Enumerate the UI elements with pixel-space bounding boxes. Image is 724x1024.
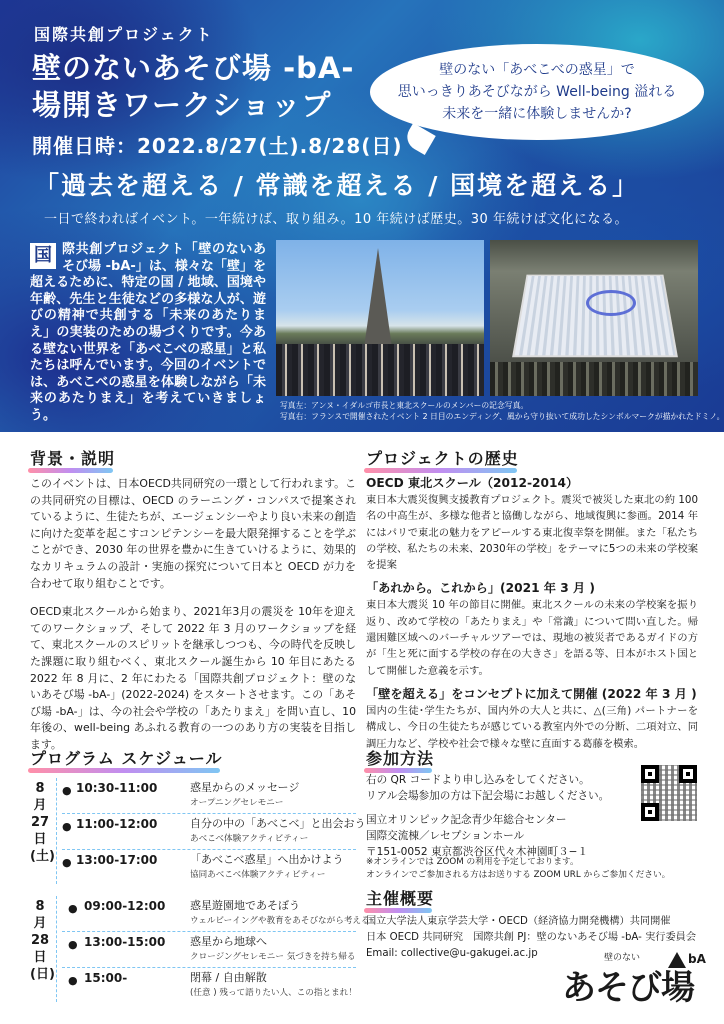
symbol-mark-icon [586, 290, 636, 316]
bullet-icon: ● [68, 902, 78, 915]
event-title-line1: 壁のないあそび場 -bA- [32, 51, 355, 85]
venue-name: 国立オリンピック記念青少年総合センター [366, 814, 567, 826]
event-title-line2: 場開きワークショップ [32, 88, 332, 122]
schedule-time: 10:30-11:00 [76, 781, 158, 795]
background-body [30, 476, 356, 766]
schedule-title: 自分の中の「あべこべ」と出会おう [190, 817, 366, 830]
schedule-row [62, 966, 356, 1004]
day-label-char: 8 [35, 781, 45, 796]
photo-eiffel-tower-group [276, 240, 484, 396]
history-heading: プロジェクトの歴史 [366, 446, 519, 469]
online-notes [366, 856, 706, 882]
logo-main-text: あそび場 [562, 968, 694, 1008]
schedule-heading: プログラム スケジュール [30, 746, 222, 769]
online-note: オンラインでご参加される方はお送りする ZOOM URL からご参加ください。 [366, 870, 671, 880]
organizer-line: 日本 OECD 共同研究 国際共創 PJ：壁のないあそび場 -bA- 実行委員会 [366, 932, 697, 943]
venue-address: 〒151-0052 東京都渋谷区代々木神園町３−１ [366, 846, 589, 858]
schedule-row [62, 894, 370, 932]
bullet-icon: ● [62, 784, 72, 797]
schedule-title: 「あべこべ惑星」へ出かけよう [190, 853, 344, 866]
background-paragraph-1: このイベントは、日本OECD共同研究の一環として行われます。この共同研究の目標は、OECD のラーニング・コンパスで提案されているように、生徒たちが、エージェンシーやより良い未来の創造に向けた変革を起こすコンピテンシーを最大限発揮することを学ぶことができ、2030 年の世界を豊かに生きていけるように、効果的なカリキュラムの設計・実施の探究について日本と OECD が力を合わせて取り組むことです。 [30, 477, 357, 590]
history-item [366, 577, 698, 678]
participation-heading: 参加方法 [366, 746, 434, 769]
caption-right: 写真右：フランスで開催されたイベント 2 日目のエンディング、風から守り抜いて成功したシンボルマークが描かれたドミノ。 [280, 412, 724, 421]
bullet-icon: ● [68, 974, 78, 987]
schedule-time: 15:00- [84, 971, 128, 985]
qr-code[interactable] [638, 762, 700, 824]
background-heading: 背景・説明 [30, 446, 115, 469]
day-1-label [30, 780, 55, 865]
history-item-body: 東日本大震災復興支援教育プロジェクト。震災で被災した東北の約 100 名の中高生が、多様な他者と協働しながら、地域復興に参画。2014 年にはパリで東北の魅力をアピールする東北復幸祭を開催。また「私たちの学校、私たちの未来、2030年の学校」をテーマに5つの未来の学校案を提案 [366, 494, 698, 572]
asobiba-logo [560, 950, 710, 1006]
schedule-time: 11:00-12:00 [76, 817, 158, 831]
domino-field [512, 275, 678, 358]
qr-finder [641, 803, 659, 821]
logo-suffix: bA [688, 952, 706, 966]
schedule-subtitle: ウェルビーイングや教育をあそびながら考える [190, 916, 370, 926]
venue-room: 国際交流棟／レセプションホール [366, 830, 525, 842]
day-label-char: 日 [33, 950, 47, 965]
schedule-time: 13:00-17:00 [76, 853, 158, 867]
project-tag: 国際共創プロジェクト [34, 25, 214, 44]
bullet-icon: ● [68, 938, 78, 951]
photo-caption [280, 400, 724, 422]
schedule-row [62, 848, 356, 886]
slogan: 「過去を超える / 常識を超える / 国境を超える」 [34, 171, 640, 200]
intro-text: 際共創プロジェクト「壁のないあそび場 -bA-」は、様々な「壁」を超えるために、特定の国 / 地域、国境や年齢、先生と生徒などの多様な人が、遊びの精神で共創する「未来のあたりまえ」の実装のための場づくりです。今ある壁ない世界を「あべこべの惑星」と私たちは呼んでいます。今回のイベントでは、あべこべの惑星を体験しながら「未来のあたりまえ」を考えていきましょう。 [30, 242, 266, 423]
day-label-char: 月 [33, 916, 47, 931]
day-label-char: 28 [30, 933, 50, 948]
participation-block [366, 772, 634, 860]
contact-email-link[interactable]: Email: collective@u-gakugei.ac.jp [366, 948, 538, 959]
history-item [366, 472, 698, 573]
history-item-body: 東日本大震災 10 年の節目に開催。東北スクールの未来の学校案を振り返り、改めて学校の「あたりまえ」や「常識」について問い直した。帰還困難区域へのバーチャルツアーでは、現地の被災者であるガイドの方が「生と死に面する学校の存在の大きさ」を語る等、日本がホスト国として開催した意義を示す。 [366, 599, 698, 677]
history-item-title: 「壁を超える」をコンセプトに加えて開催 (2022 年 3 月 ) [366, 686, 697, 701]
event-date: 開催日時：2022.8/27(土).8/28(日) [32, 134, 403, 158]
schedule-subtitle: クロージングセレモニー 気づきを持ち帰る [190, 952, 356, 962]
schedule-row [62, 930, 356, 968]
day-label-char: 8 [35, 899, 45, 914]
background-paragraph-2: OECD東北スクールから始まり、2021年3月の震災を 10年を迎えてのワークショップ、そして 2022 年 3 月のワークショップを経て、東北スクールのスピリットを継承しつつも、今の時代を反映した課題に取り組むべく、東北スクール誕生から 10 年目にあたる 2022 年 8 月に、2 年にわたる「国際共創プロジェクト：壁のないあそび場 -bA-」(2022-2024) をスタートさせます。この「あそび場 -bA-」は、今の社会や学校の「あたりまえ」を問い直し、10年後の、well-being あふれる教育の一つのあり方の実装を目指します。 [30, 605, 356, 751]
speech-bubble [370, 44, 704, 140]
schedule-row [62, 812, 366, 850]
event-title [32, 50, 354, 124]
hero-banner [0, 0, 724, 432]
qr-finder [679, 765, 697, 783]
day-label-char: (土) [30, 849, 55, 864]
schedule-subtitle: 協同あべこべ体験アクティビティー [190, 870, 326, 880]
day-2-label [30, 898, 55, 983]
online-note: ※オンラインでは ZOOM の利用を予定しております。 [366, 857, 579, 867]
eiffel-tower-icon [364, 248, 392, 348]
schedule-subtitle: あべこべ体験アクティビティー [190, 834, 309, 844]
crowd [490, 362, 698, 396]
day-label-char: 27 [30, 815, 50, 830]
logo-small-text: 壁のない [604, 953, 641, 963]
schedule-title: 惑星遊園地であそぼう [190, 899, 300, 912]
organizer-line: 国立大学法人東京学芸大学・OECD（経済協力開発機構）共同開催 [366, 916, 671, 927]
participation-instruction: 右の QR コードより申し込みをしてください。 [366, 774, 590, 786]
timeline-divider [56, 778, 57, 884]
drop-cap: 国 [30, 243, 56, 269]
day-label-char: 日 [33, 832, 47, 847]
bullet-icon: ● [62, 820, 72, 833]
day-label-char: 月 [33, 798, 47, 813]
subslogan: 一日で終わればイベント。一年続けば、取り組み。10 年続けば歴史。30 年続けば文化になる。 [44, 212, 628, 227]
schedule-time: 09:00-12:00 [84, 899, 166, 913]
schedule-time: 13:00-15:00 [84, 935, 166, 949]
schedule-subtitle: オープニングセレモニー [190, 798, 284, 808]
bubble-line: 未来を一緒に体験しませんか? [442, 106, 632, 122]
organizer-heading: 主催概要 [366, 886, 434, 909]
schedule-day-2 [30, 894, 370, 1006]
history-item-body: 国内の生徒･学生たちが、国内外の大人と共に、△(三角) パートナーを構成し、今日の生徒たちが感じている教室内外での分断、二項対立、同調圧力など、学校や社会で様々な壁に直面する葛藤を模索。 [366, 704, 698, 750]
day-label-char: (日) [30, 967, 55, 982]
participation-instruction: リアル会場参加の方は下記会場にお越しください。 [366, 790, 610, 802]
schedule-title: 惑星から地球へ [190, 935, 267, 948]
crowd [276, 344, 484, 396]
bullet-icon: ● [62, 856, 72, 869]
photo-domino-event [490, 240, 698, 396]
schedule-day-1 [30, 776, 366, 886]
history-item [366, 683, 698, 752]
history-item-title: 「あれから。これから」(2021 年 3 月 ) [366, 581, 595, 596]
timeline-divider [56, 896, 57, 1002]
intro-paragraph [30, 242, 266, 425]
caption-left: 写真左：アンヌ・イダルゴ市長と東北スクールのメンバーの記念写真。 [280, 401, 529, 410]
bubble-line: 思いっきりあそびながら Well-being 溢れる [397, 84, 677, 100]
schedule-title: 閉幕 / 自由解散 [190, 971, 267, 984]
schedule-subtitle: (任意 ) 残って語りたい人、この指とまれ！ [190, 988, 357, 998]
bubble-line: 壁のない「あべこべの惑星」で [439, 62, 635, 78]
history-list [366, 472, 698, 756]
qr-finder [641, 765, 659, 783]
schedule-title: 惑星からのメッセージ [190, 781, 300, 794]
schedule-row [62, 776, 356, 814]
history-item-title: OECD 東北スクール（2012-2014） [366, 476, 579, 490]
